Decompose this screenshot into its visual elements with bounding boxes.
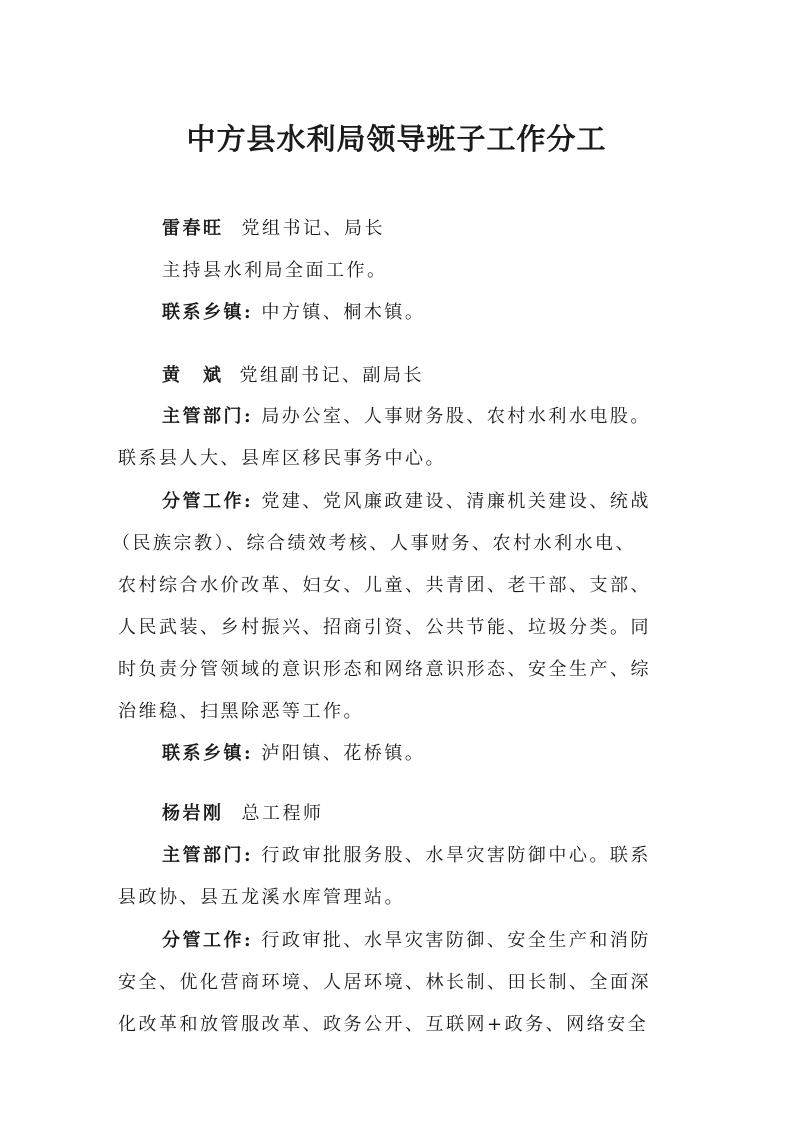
leader-heading: [162, 800, 324, 828]
leader-role: 党组副书记、副局长: [239, 365, 424, 386]
work-text: 党建、党风廉政建设、清廉机关建设、统战: [261, 491, 651, 512]
dept-text-continued: 联系县人大、县库区移民事务中心。: [118, 448, 446, 469]
dept-label: 主管部门:: [162, 406, 254, 427]
dept-line: [162, 842, 651, 870]
contact-line: [162, 299, 425, 327]
leader-name: 杨岩刚: [162, 803, 224, 824]
work-line: [162, 927, 651, 955]
duties-text: 主持县水利局全面工作。: [162, 260, 388, 281]
leader-heading: [162, 362, 424, 390]
contact-line: [162, 740, 425, 768]
work-text-continued: 治维稳、扫黑除恶等工作。: [118, 701, 364, 722]
contact-label: 联系乡镇:: [162, 302, 254, 323]
leader-name: 雷春旺: [162, 218, 224, 239]
work-text-continued: 时负责分管领域的意识形态和网络意识形态、安全生产、综: [118, 659, 651, 680]
dept-text: 局办公室、人事财务股、农村水利水电股。: [261, 406, 651, 427]
contact-text: 泸阳镇、花桥镇。: [261, 743, 426, 764]
page-title: 中方县水利局领导班子工作分工: [186, 122, 607, 156]
dept-text: 行政审批服务股、水旱灾害防御中心。联系: [261, 845, 651, 866]
leader-role: 党组书记、局长: [241, 218, 385, 239]
work-line: [162, 488, 651, 516]
work-text-continued: 化改革和放管服改革、政务公开、互联网+政务、网络安全: [118, 1014, 649, 1035]
dept-label: 主管部门:: [162, 845, 254, 866]
work-text-continued: （民族宗教）、综合绩效考核、人事财务、农村水利水电、: [112, 533, 636, 554]
work-text-continued: 人民武装、乡村振兴、招商引资、公共节能、垃圾分类。同: [118, 617, 651, 638]
dept-text-continued: 县政协、县五龙溪水库管理站。: [118, 887, 405, 908]
contact-text: 中方镇、桐木镇。: [261, 302, 426, 323]
leader-name: 黄 斌: [162, 365, 224, 386]
dept-line: [162, 403, 651, 431]
work-text-continued: 农村综合水价改革、妇女、儿童、共青团、老干部、支部、: [118, 575, 651, 596]
contact-label: 联系乡镇:: [162, 743, 254, 764]
work-label: 分管工作:: [162, 491, 254, 512]
work-text-continued: 安全、优化营商环境、人居环境、林长制、田长制、全面深: [118, 972, 651, 993]
leader-heading: [162, 215, 385, 243]
work-label: 分管工作:: [162, 930, 254, 951]
leader-role: 总工程师: [241, 803, 324, 824]
work-text: 行政审批、水旱灾害防御、安全生产和消防: [261, 930, 651, 951]
